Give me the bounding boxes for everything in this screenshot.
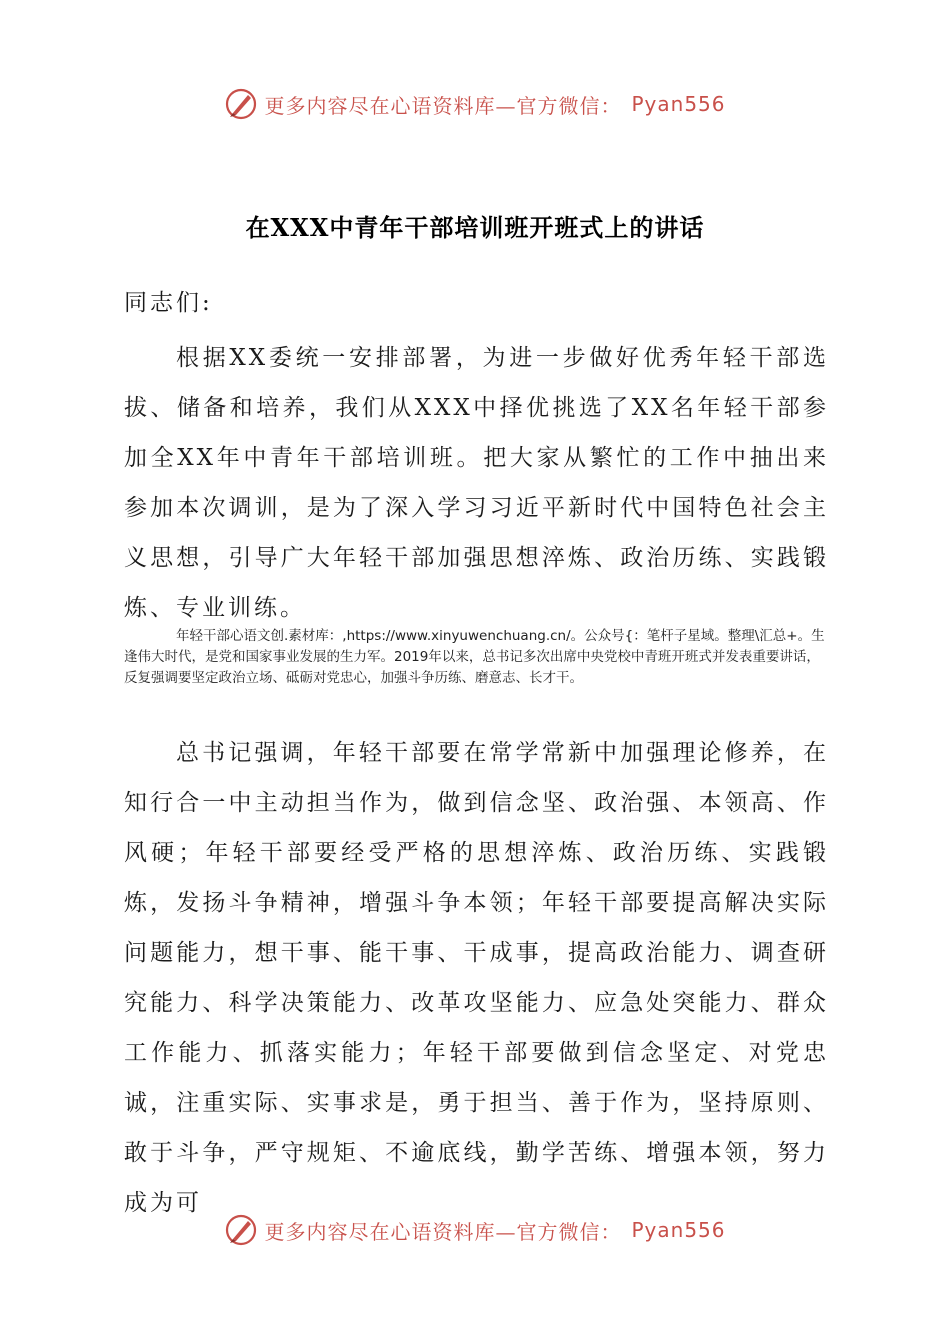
watermark-text: 更多内容尽在心语资料库—官方微信：	[264, 1219, 622, 1244]
quill-pen-logo-icon	[224, 87, 258, 121]
body-paragraph-1: 根据XX委统一安排部署，为进一步做好优秀年轻干部选拔、储备和培养，我们从XXX中择优挑选了XX名年轻干部参加全XX年中青年干部培训班。把大家从繁忙的工作中抽出来参加本次调训，是为了深入学习习近平新时代中国特色社会主义思想，引导广大年轻干部加强思想淬炼、政治历练、实践锻炼、专业训练。	[124, 345, 829, 621]
watermark-text: 更多内容尽在心语资料库—官方微信：	[264, 93, 622, 118]
body-paragraph-3: 总书记强调，年轻干部要在常学常新中加强理论修养，在知行合一中主动担当作为，做到信念坚、政治强、本领高、作风硬；年轻干部要经受严格的思想淬炼、政治历练、实践锻炼，发扬斗争精神，增强斗争本领；年轻干部要提高解决实际问题能力，想干事、能干事、干成事，提高政治能力、调查研究能力、科学决策能力、改革攻坚能力、应急处突能力、群众工作能力、抓落实能力；年轻干部要做到信念坚定、对党忠诚，注重实际、实事求是，勇于担当、善于作为，坚持原则、敢于斗争，严守规矩、不逾底线，勤学苦练、增强本领，努力成为可	[124, 740, 829, 1216]
quill-pen-logo-icon	[224, 1213, 258, 1247]
watermark-wechat-id: Pyan556	[631, 92, 726, 116]
watermark-wechat-id: Pyan556	[631, 1218, 726, 1242]
document-title: 在XXX中青年干部培训班开班式上的讲话	[245, 213, 705, 242]
header-watermark	[0, 84, 950, 124]
body-note-paragraph: 年轻干部心语文创.素材库：,https://www.xinyuwenchuang.cn/。公众号{：笔杆子星域。整理\汇总+。生逢伟大时代，是党和国家事业发展的生力军。2019年以来，总书记多次出席中央党校中青班开班式并发表重要讲话，反复强调要坚定政治立场、砥砺对党忠心，加强斗争历练、磨意志、长才干。	[124, 628, 825, 686]
salutation: 同志们:	[124, 290, 213, 316]
footer-watermark	[0, 1210, 950, 1250]
